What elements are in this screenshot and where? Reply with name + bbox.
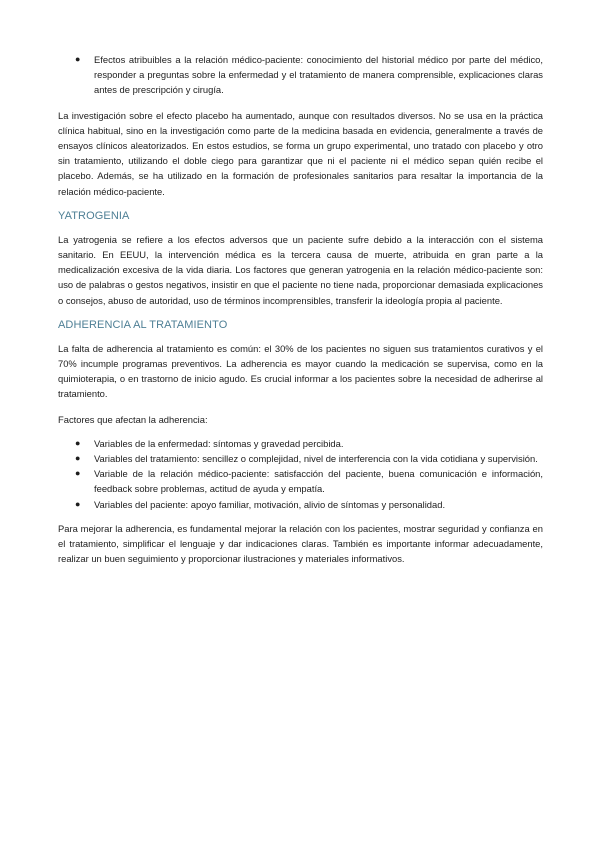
list-item-text: Efectos atribuibles a la relación médico-paciente: conocimiento del historial médico por parte del médico, responder a preguntas sobre la enfermedad y el tratamiento de manera comprensible, explicaciones claras antes de prescripción y cirugía.	[94, 54, 543, 96]
bullet-icon: ●	[75, 453, 81, 464]
closing-paragraph: Para mejorar la adherencia, es fundamental mejorar la relación con los pacientes, mostrar seguridad y confianza en el tratamiento, simplificar el lenguaje y dar indicaciones claras. También es importante informar adecuadamente, realizar un buen seguimiento y proporcionar ilustraciones y materiales informativos.	[58, 522, 543, 565]
bullet-icon: ●	[75, 468, 81, 479]
list-item	[58, 451, 543, 466]
list-item-text: Variables del paciente: apoyo familiar, motivación, alivio de síntomas y personalidad.	[94, 498, 446, 510]
list-item-text: Variable de la relación médico-paciente: satisfacción del paciente, buena comunicación e información, feedback sobre problemas, actitud de ayuda y empatía.	[94, 468, 543, 495]
intro-bullet-list	[58, 52, 543, 98]
bullet-icon: ●	[75, 498, 81, 509]
factors-list	[58, 436, 543, 512]
placebo-paragraph: La investigación sobre el efecto placebo ha aumentado, aunque con resultados diversos. No se usa en la práctica clínica habitual, sino en la investigación como parte de la medicina basada en evidencia, generalmente a través de ensayos clínicos aleatorizados. En estos estudios, se forma un grupo experimental, uno tratado con placebo y otro sin tratamiento, utilizando el doble ciego para garantizar que ni el paciente ni el médico sepan quién recibe el placebo. Además, se ha utilizado en la formación de profesionales sanitarios para resaltar la importancia de la relación médico-paciente.	[58, 109, 543, 197]
adherencia-paragraph: La falta de adherencia al tratamiento es común: el 30% de los pacientes no siguen sus tratamientos curativos y el 70% incumple programas preventivos. La adherencia es mayor cuando la medicación se supervisa, como en la quimioterapia, o en trastorno de inicio agudo. Es crucial informar a los pacientes sobre la necesidad de adherirse al tratamiento.	[58, 342, 543, 400]
list-item-text: Variables del tratamiento: sencillez o complejidad, nivel de interferencia con la vida cotidiana y supervisión.	[94, 453, 538, 465]
list-item	[58, 497, 543, 512]
list-item-text: Variables de la enfermedad: síntomas y gravedad percibida.	[94, 437, 344, 449]
yatrogenia-heading: YATROGENIA	[58, 209, 130, 222]
yatrogenia-paragraph: La yatrogenia se refiere a los efectos adversos que un paciente sufre debido a la interacción con el sistema sanitario. En EEUU, la intervención médica es la tercera causa de muerte, atribuida en gran parte a la medicalización excesiva de la vida diaria. Los factores que generan yatrogenia en la relación médico-paciente son: uso de palabras o gestos negativos, insistir en que el paciente no tiene nada, proporcionar demasiada explicaciones o consejos, abuso de autoridad, uso de términos incomprensibles, transferir la ideología propia al paciente.	[58, 233, 543, 306]
list-item	[58, 466, 543, 496]
factors-intro: Factores que afectan la adherencia:	[58, 413, 208, 425]
bullet-icon: ●	[75, 437, 81, 448]
list-item	[58, 52, 543, 98]
bullet-icon: ●	[75, 54, 81, 64]
list-item	[58, 436, 543, 451]
adherencia-heading: ADHERENCIA AL TRATAMIENTO	[58, 318, 228, 331]
